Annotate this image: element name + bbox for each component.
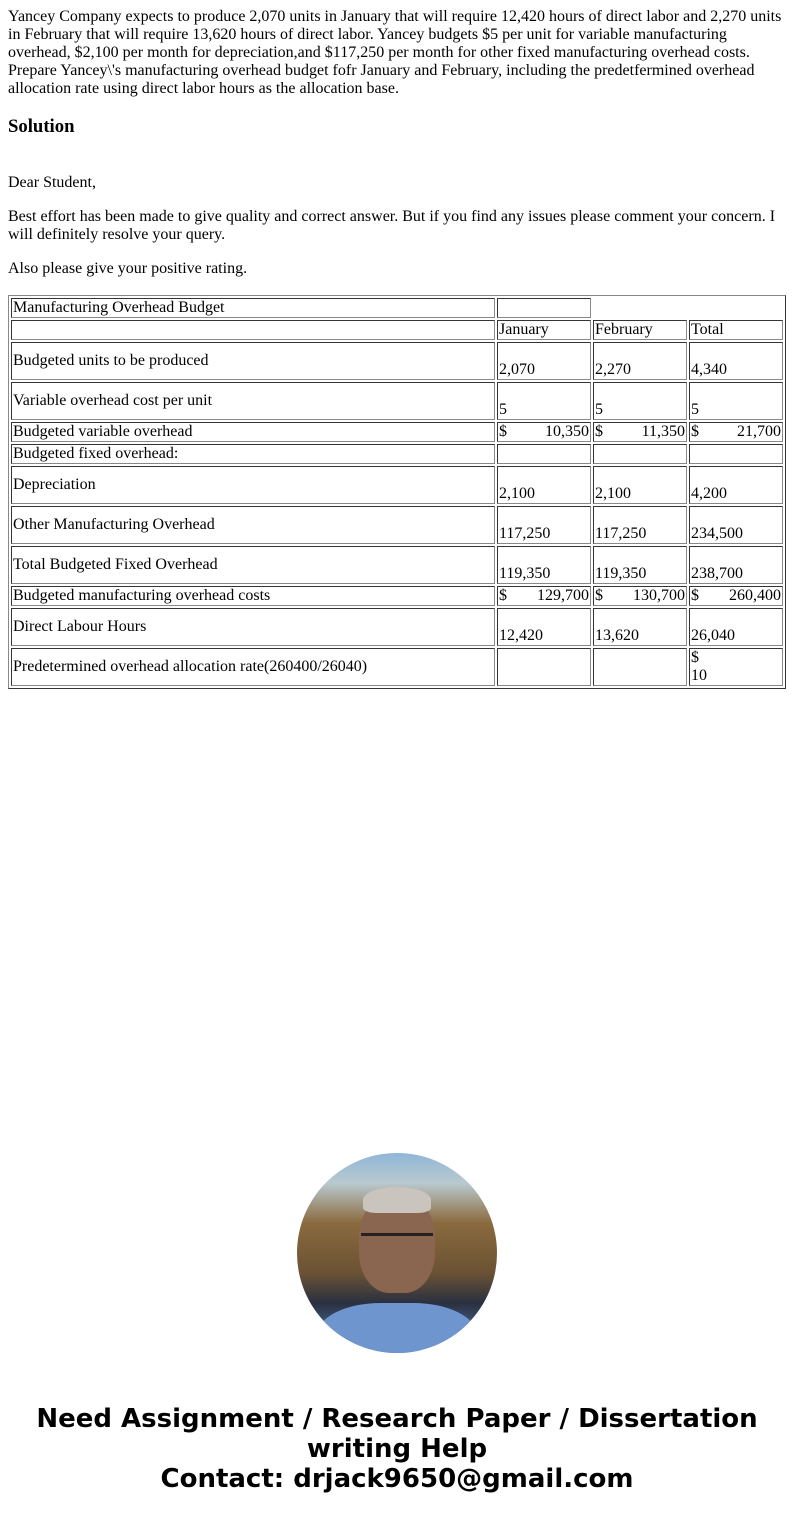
currency-symbol: $ — [691, 423, 699, 440]
row-value — [497, 586, 591, 606]
row-value: 2,070 — [497, 342, 591, 380]
row-label: Depreciation — [11, 466, 495, 504]
row-label: Budgeted variable overhead — [11, 422, 495, 442]
currency-symbol: $ — [595, 423, 603, 440]
amount: 129,700 — [537, 587, 589, 604]
row-value — [689, 422, 783, 442]
amount: 10,350 — [545, 423, 589, 440]
row-value: 238,700 — [689, 546, 783, 584]
row-value: 119,350 — [497, 546, 591, 584]
currency-symbol: $ — [595, 587, 603, 604]
table-title-row — [11, 298, 783, 318]
table-row — [11, 586, 783, 606]
table-row — [11, 506, 783, 544]
header-february: February — [593, 320, 687, 340]
table-row — [11, 648, 783, 686]
row-value — [593, 422, 687, 442]
row-value: 4,340 — [689, 342, 783, 380]
row-value — [593, 444, 687, 464]
row-value: 5 — [593, 382, 687, 420]
row-value — [497, 422, 591, 442]
row-label: Budgeted fixed overhead: — [11, 444, 495, 464]
question-text: Yancey Company expects to produce 2,070 units in January that will require 12,420 hours of direct labor and 2,270 units in February that will require 13,620 hours of direct labor. Yancey budgets $5 per unit for variable manufacturing overhead, $2,100 per month for depreciation,and $117,250 per month for other fixed manufacturing overhead costs. Prepare Yancey\'s manufacturing overhead budget fofr January and February, including the predetfermined overhead allocation rate using direct labor hours as the allocation base. — [8, 8, 782, 97]
solution-heading: Solution — [8, 116, 75, 137]
author-photo — [297, 1153, 497, 1353]
table-header-row — [11, 320, 783, 340]
currency-symbol: $ — [499, 423, 507, 440]
row-value — [497, 444, 591, 464]
row-value: 13,620 — [593, 608, 687, 646]
row-value: 5 — [497, 382, 591, 420]
currency-symbol: $ — [691, 649, 699, 666]
row-value — [593, 586, 687, 606]
row-value: 119,350 — [593, 546, 687, 584]
row-value — [689, 444, 783, 464]
row-value: 2,100 — [497, 466, 591, 504]
amount: 11,350 — [641, 423, 685, 440]
table-title: Manufacturing Overhead Budget — [11, 298, 495, 318]
contact-email: Contact: drjack9650@gmail.com — [160, 1464, 634, 1494]
row-value — [689, 648, 783, 686]
row-value: 234,500 — [689, 506, 783, 544]
row-label: Direct Labour Hours — [11, 608, 495, 646]
note-text: Best effort has been made to give quality and correct answer. But if you find any issues please comment your concern. I will definitely resolve your query. — [8, 208, 776, 243]
photo-shirt — [317, 1303, 477, 1353]
row-label: Predetermined overhead allocation rate(260400/26040) — [11, 648, 495, 686]
photo-glasses — [361, 1233, 433, 1256]
greeting: Dear Student, — [8, 174, 96, 191]
row-value: 5 — [689, 382, 783, 420]
table-row — [11, 608, 783, 646]
row-label: Variable overhead cost per unit — [11, 382, 495, 420]
row-label: Total Budgeted Fixed Overhead — [11, 546, 495, 584]
photo-hair — [363, 1187, 431, 1213]
help-text: Need Assignment / Research Paper / Dissertation writing Help — [36, 1404, 758, 1464]
table-row — [11, 546, 783, 584]
table-row — [11, 444, 783, 464]
row-value — [689, 586, 783, 606]
row-value: 117,250 — [497, 506, 591, 544]
currency-symbol: $ — [499, 587, 507, 604]
row-value — [593, 648, 687, 686]
row-value: 4,200 — [689, 466, 783, 504]
row-label: Other Manufacturing Overhead — [11, 506, 495, 544]
overhead-budget-table — [8, 295, 786, 689]
header-total: Total — [689, 320, 783, 340]
currency-symbol: $ — [691, 587, 699, 604]
amount: 10 — [691, 667, 707, 684]
contact-banner — [0, 1404, 794, 1494]
row-value: 26,040 — [689, 608, 783, 646]
answer-document — [0, 0, 794, 689]
row-value: 2,270 — [593, 342, 687, 380]
row-value — [497, 648, 591, 686]
empty-cell — [11, 320, 495, 340]
empty-cell — [497, 298, 591, 318]
amount: 130,700 — [633, 587, 685, 604]
rating-request: Also please give your positive rating. — [8, 260, 248, 277]
row-value: 117,250 — [593, 506, 687, 544]
table-row — [11, 342, 783, 380]
row-value: 12,420 — [497, 608, 591, 646]
amount: 260,400 — [729, 587, 781, 604]
amount: 21,700 — [737, 423, 781, 440]
header-january: January — [497, 320, 591, 340]
row-value: 2,100 — [593, 466, 687, 504]
table-row — [11, 422, 783, 442]
table-row — [11, 382, 783, 420]
row-label: Budgeted units to be produced — [11, 342, 495, 380]
table-row — [11, 466, 783, 504]
row-label: Budgeted manufacturing overhead costs — [11, 586, 495, 606]
